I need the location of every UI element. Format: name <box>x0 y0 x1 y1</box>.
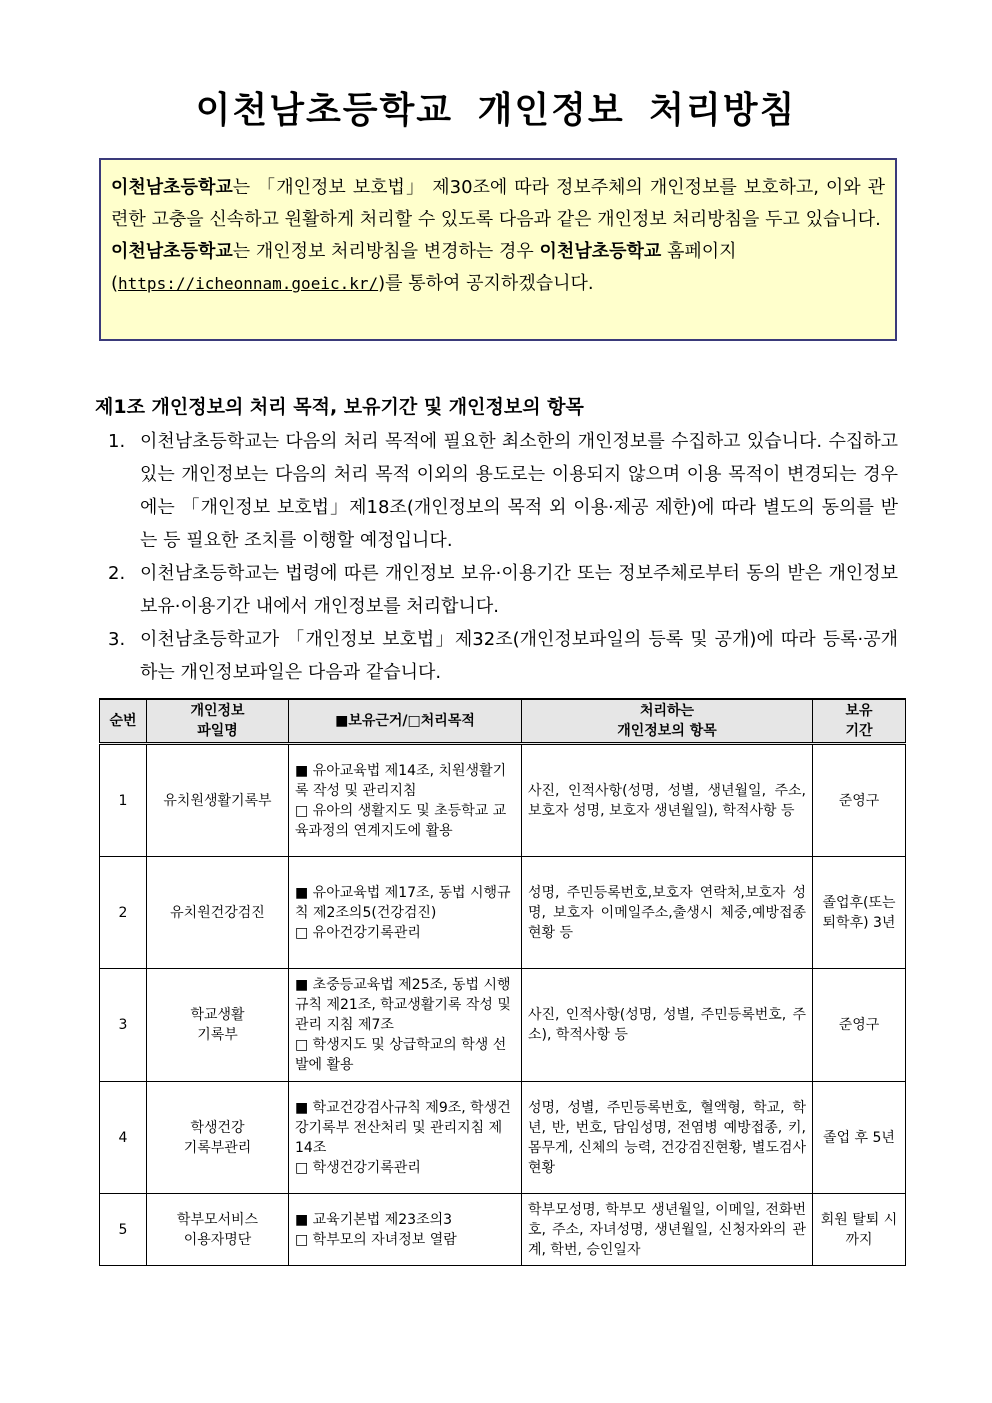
notice-text-3: 홈페이지 <box>661 241 737 262</box>
list-item <box>108 425 898 557</box>
cell-period: 준영구 <box>813 744 906 857</box>
school-name: 이천남초등학교 <box>111 177 233 198</box>
list-item <box>108 623 898 689</box>
cell-basis: ■ 초중등교육법 제25조, 동법 시행규칙 제21조, 학교생활기록 작성 및 관리 지침 제7조 □ 학생지도 및 상급학교의 학생 선발에 활용 <box>289 969 522 1082</box>
cell-period: 준영구 <box>813 969 906 1082</box>
header-no: 순번 <box>100 699 147 744</box>
item-text: 이천남초등학교는 다음의 처리 목적에 필요한 최소한의 개인정보를 수집하고 있습니다. 수집하고 있는 개인정보는 다음의 처리 목적 이외의 용도로는 이용되지 않으며 이용 목적이 변경되는 경우에는 「개인정보 보호법」제18조(개인정보의 목적 외 이용·제공 제한)에 따라 별도의 동의를 받는 등 필요한 조치를 이행할 예정입니다. <box>140 431 898 551</box>
table-header-row <box>100 699 906 744</box>
school-name: 이천남초등학교 <box>111 241 233 262</box>
cell-period: 졸업후(또는 퇴학후) 3년 <box>813 857 906 969</box>
cell-file: 유치원생활기록부 <box>147 744 289 857</box>
cell-basis: ■ 유아교육법 제14조, 치원생활기록 작성 및 관리지침 □ 유아의 생활지도 및 초등학교 교육과정의 연계지도에 활용 <box>289 744 522 857</box>
table-row <box>100 1194 906 1266</box>
cell-basis: ■ 유아교육법 제17조, 동법 시행규칙 제2조의5(건강검진) □ 유아건강기록관리 <box>289 857 522 969</box>
header-basis: ■보유근거/□처리목적 <box>289 699 522 744</box>
table-row <box>100 969 906 1082</box>
cell-no: 2 <box>100 857 147 969</box>
cell-items: 학부모성명, 학부모 생년월일, 이메일, 전화번호, 주소, 자녀성명, 생년월일, 신청자와의 관계, 학번, 승인일자 <box>522 1194 813 1266</box>
cell-file: 학교생활 기록부 <box>147 969 289 1082</box>
item-text: 이천남초등학교는 법령에 따른 개인정보 보유·이용기간 또는 정보주체로부터 동의 받은 개인정보 보유·이용기간 내에서 개인정보를 처리합니다. <box>140 563 898 617</box>
cell-period: 졸업 후 5년 <box>813 1082 906 1194</box>
item-text: 이천남초등학교가 「개인정보 보호법」제32조(개인정보파일의 등록 및 공개)에 따라 등록·공개하는 개인정보파일은 다음과 같습니다. <box>140 629 898 683</box>
cell-file: 유치원건강검진 <box>147 857 289 969</box>
cell-basis: ■ 학교건강검사규칙 제9조, 학생건강기록부 전산처리 및 관리지침 제14조 □ 학생건강기록관리 <box>289 1082 522 1194</box>
notice-box: 이천남초등학교는 「개인정보 보호법」 제30조에 따라 정보주체의 개인정보를 보호하고, 이와 관련한 고충을 신속하고 원활하게 처리할 수 있도록 다음과 같은 개인정보 처리방침을 두고 있습니다. 이천남초등학교는 개인정보 처리방침을 변경하는 경우 이천남초등학교 홈페이지 (https://icheonnam.goeic.kr/)를 통하여 공지하겠습니다. <box>99 158 897 341</box>
homepage-link[interactable]: https://icheonnam.goeic.kr/ <box>118 274 379 293</box>
notice-text-4: 를 통하여 공지하겠습니다. <box>385 273 594 294</box>
table-row <box>100 744 906 857</box>
school-name: 이천남초등학교 <box>539 241 662 262</box>
cell-no: 4 <box>100 1082 147 1194</box>
cell-items: 사진, 인적사항(성명, 성별, 주민등록번호, 주소), 학적사항 등 <box>522 969 813 1082</box>
table-row <box>100 1082 906 1194</box>
cell-items: 사진, 인적사항(성명, 성별, 생년월일, 주소, 보호자 성명, 보호자 생년월일), 학적사항 등 <box>522 744 813 857</box>
cell-no: 1 <box>100 744 147 857</box>
section-title: 제1조 개인정보의 처리 목적, 보유기간 및 개인정보의 항목 <box>95 396 584 418</box>
section-items <box>108 425 898 689</box>
cell-file: 학생건강 기록부관리 <box>147 1082 289 1194</box>
list-item <box>108 557 898 623</box>
notice-text-1: 는 「개인정보 보호법」 제30조에 따라 정보주체의 개인정보를 보호하고, 이와 관련한 고충을 신속하고 원활하게 처리할 수 있도록 다음과 같은 개인정보 처리방침을 두고 있습니다. <box>111 177 885 230</box>
item-number: 3. <box>108 629 126 650</box>
cell-items: 성명, 성별, 주민등록번호, 혈액형, 학교, 학년, 반, 번호, 담임성명, 전염병 예방접종, 키, 몸무게, 신체의 능력, 건강검진현황, 별도검사현황 <box>522 1082 813 1194</box>
cell-file: 학부모서비스 이용자명단 <box>147 1194 289 1266</box>
table-row <box>100 857 906 969</box>
cell-basis: ■ 교육기본법 제23조의3 □ 학부모의 자녀정보 열람 <box>289 1194 522 1266</box>
header-period: 보유 기간 <box>813 699 906 744</box>
item-number: 2. <box>108 563 126 584</box>
item-number: 1. <box>108 431 126 452</box>
header-items: 처리하는 개인정보의 항목 <box>522 699 813 744</box>
personal-info-files-table <box>99 698 906 1266</box>
page-title: 이천남초등학교 개인정보 처리방침 <box>195 90 797 131</box>
notice-text-2: 는 개인정보 처리방침을 변경하는 경우 <box>232 241 540 262</box>
cell-items: 성명, 주민등록번호,보호자 연락처,보호자 성명, 보호자 이메일주소,출생시 체중,예방접종 현황 등 <box>522 857 813 969</box>
cell-no: 5 <box>100 1194 147 1266</box>
cell-no: 3 <box>100 969 147 1082</box>
header-file: 개인정보 파일명 <box>147 699 289 744</box>
cell-period: 회원 탈퇴 시 까지 <box>813 1194 906 1266</box>
